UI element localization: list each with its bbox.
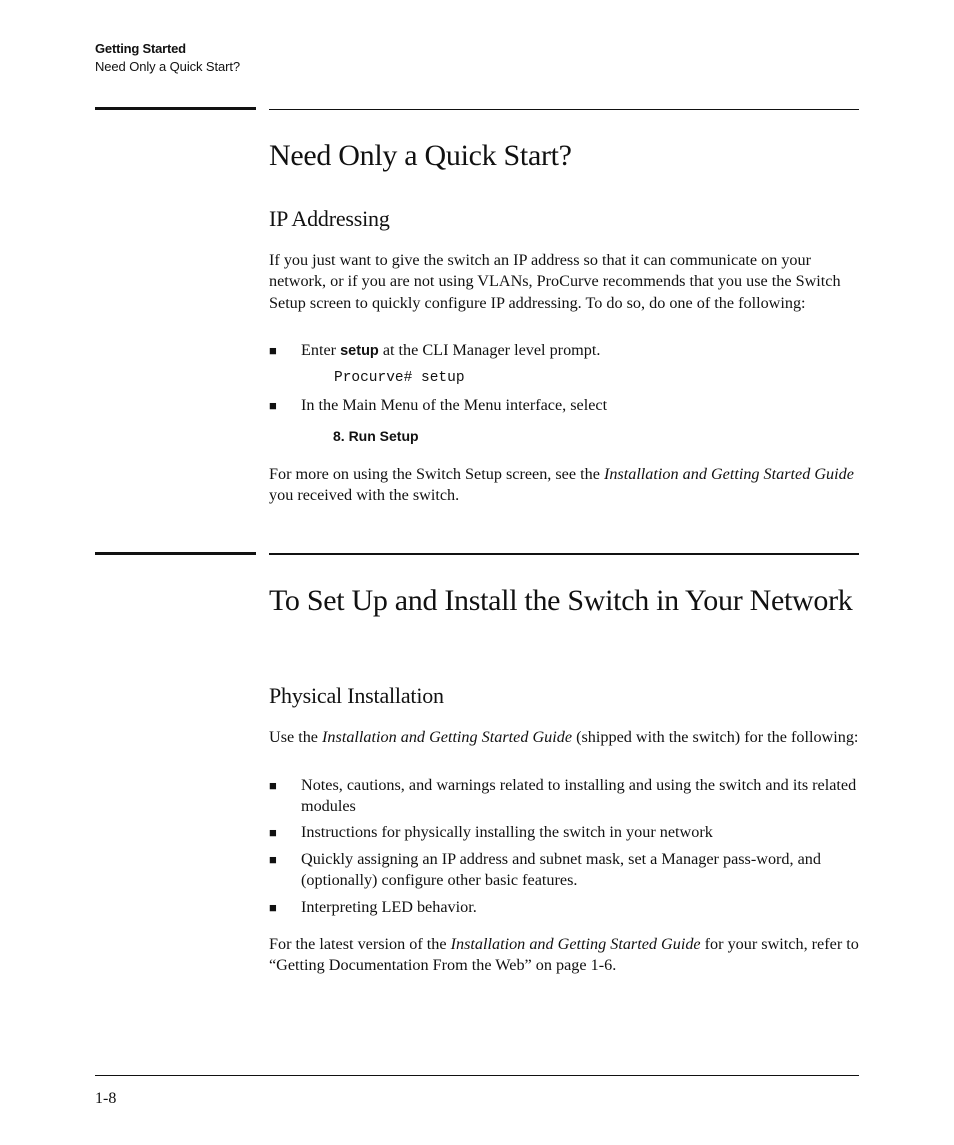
guide-title: Installation and Getting Started Guide: [322, 728, 573, 746]
guide-title: Installation and Getting Started Guide: [450, 935, 701, 953]
section-rule-short: [95, 552, 256, 555]
latest-version-paragraph: [269, 934, 859, 977]
subsection-title: Physical Installation: [269, 683, 444, 708]
intro-paragraph: If you just want to give the switch an IP address so that it can communicate on your network, or if you are not using VLANs, ProCurve recommends that you use the Switch Setup screen to quickly configure IP addressing. To do so, do one of the following:: [269, 251, 841, 312]
bullet-item: Interpreting LED behavior.: [301, 898, 477, 916]
paragraph-text: For more on using the Switch Setup screen, see the: [269, 465, 604, 483]
section-rule-long: [269, 553, 859, 555]
more-info-paragraph: [269, 464, 859, 507]
code-example: Procurve# setup: [334, 370, 465, 386]
bullet-text: at the CLI Manager level prompt.: [378, 341, 601, 359]
bullet-marker: ■: [269, 343, 277, 358]
bullet-marker: ■: [269, 825, 277, 840]
intro-paragraph: [269, 727, 859, 748]
paragraph-text: (shipped with the switch) for the following:: [572, 728, 859, 746]
bullet-marker: ■: [269, 398, 277, 413]
bullet-text: Enter: [301, 341, 341, 359]
section-title: To Set Up and Install the Switch in Your Network: [269, 584, 853, 617]
bullet-item: Notes, cautions, and warnings related to installing and using the switch and its related modules: [301, 776, 857, 816]
bullet-item: Instructions for physically installing the switch in your network: [301, 823, 713, 841]
bullet-marker: ■: [269, 900, 277, 915]
bullet-marker: ■: [269, 778, 277, 793]
bullet-item: Quickly assigning an IP address and subnet mask, set a Manager pass-word, and (optionally) configure other basic features.: [301, 850, 821, 890]
footer-rule: [95, 1075, 859, 1076]
command-keyword: setup: [340, 343, 379, 359]
section-rule-short: [95, 107, 256, 110]
subsection-title: IP Addressing: [269, 206, 390, 231]
section-rule-long: [269, 109, 859, 110]
bullet-item: In the Main Menu of the Menu interface, select: [301, 396, 608, 414]
page-number: 1-8: [95, 1090, 117, 1107]
running-header-section: Need Only a Quick Start?: [95, 59, 240, 74]
running-header-chapter: Getting Started: [95, 41, 186, 56]
paragraph-text: you received with the switch.: [269, 486, 460, 505]
paragraph-text: for your switch, refer to “Getting Documentation From the Web” on page 1-6.: [269, 935, 859, 975]
paragraph-text: Use the: [269, 728, 323, 746]
paragraph-text: For the latest version of the: [269, 935, 451, 953]
guide-title: Installation and Getting Started Guide: [603, 465, 854, 483]
bullet-item: [301, 340, 857, 362]
menu-selection: 8. Run Setup: [333, 428, 419, 444]
section-title: Need Only a Quick Start?: [269, 139, 572, 172]
bullet-marker: ■: [269, 852, 277, 867]
